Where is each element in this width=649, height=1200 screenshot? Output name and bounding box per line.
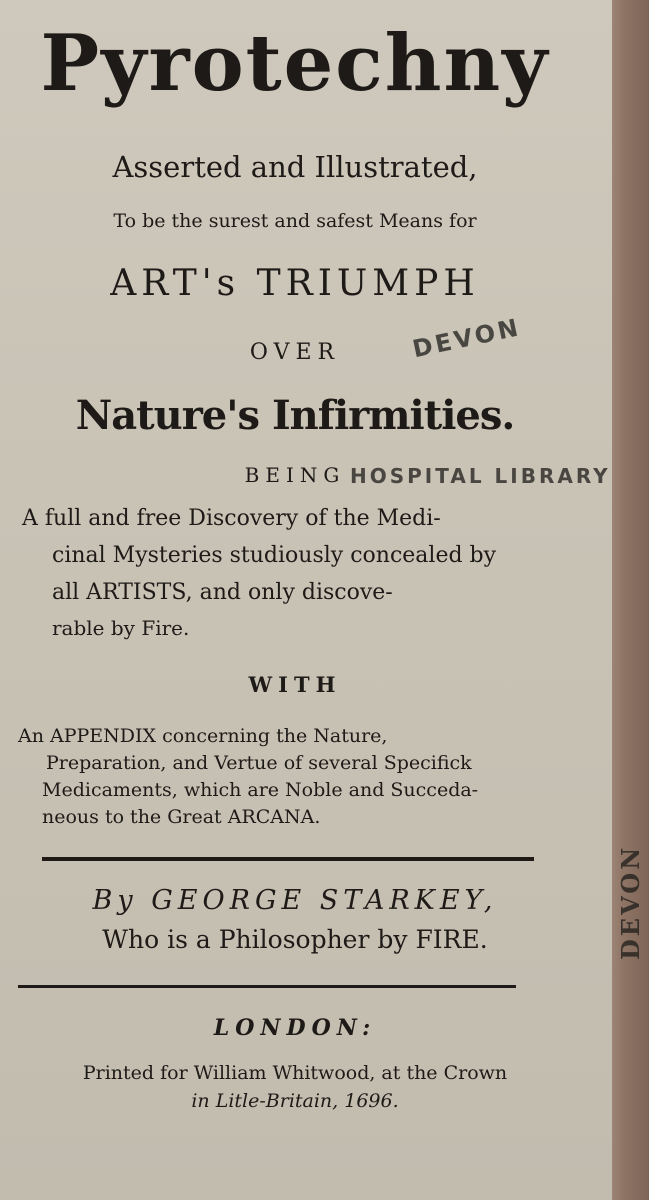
author-description: Who is a Philosopher by FIRE. <box>102 925 488 954</box>
subtitle-line: To be the surest and safest Means for <box>113 210 477 232</box>
appendix-line: An APPENDIX concerning the Nature, <box>18 725 388 747</box>
imprint-place: LONDON: <box>213 1015 377 1041</box>
appendix-line: Medicaments, which are Noble and Succeda- <box>42 779 479 801</box>
description-line: cinal Mysteries studiously concealed by <box>52 543 497 568</box>
being: BEING <box>244 463 346 487</box>
library-stamp-line1: DEVON <box>410 313 524 364</box>
arts-triumph: ART's TRIUMPH <box>110 263 480 304</box>
library-stamp-line2: HOSPITAL LIBRARY <box>350 464 611 488</box>
description-line: A full and free Discovery of the Medi- <box>22 506 441 531</box>
subtitle: Asserted and Illustrated, <box>112 150 478 184</box>
appendix-line: Preparation, and Vertue of several Specifick <box>46 752 472 774</box>
appendix-line: neous to the Great ARCANA. <box>42 806 321 828</box>
over: OVER <box>249 340 341 365</box>
description-line: rable by Fire. <box>52 616 190 640</box>
imprint-line: in Litle-Britain, 1696. <box>191 1090 399 1112</box>
divider-rule <box>18 985 516 988</box>
vertical-library-stamp: DEVON <box>616 844 645 960</box>
author-line: By GEORGE STARKEY, <box>92 885 498 916</box>
divider-rule <box>42 857 534 861</box>
natures-infirmities: Nature's Infirmities. <box>75 392 515 439</box>
book-title: Pyrotechny <box>40 18 550 109</box>
description-line: all ARTISTS, and only discove- <box>52 580 393 605</box>
imprint-line: Printed for William Whitwood, at the Crown <box>82 1062 508 1084</box>
with: WITH <box>248 672 342 697</box>
